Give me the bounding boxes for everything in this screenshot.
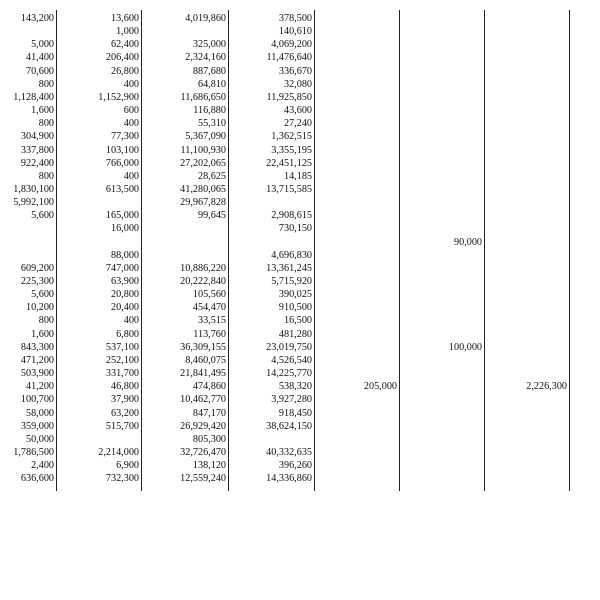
table-cell: 800	[38, 170, 54, 182]
table-cell: 918,450	[278, 407, 312, 419]
table-cell: 10,462,770	[180, 394, 226, 406]
table-cell: 14,185	[283, 170, 312, 182]
column-rule-5	[399, 10, 400, 491]
table-cell: 10,200	[25, 302, 54, 314]
table-cell: 8,460,075	[185, 354, 226, 366]
table-cell: 331,700	[105, 368, 139, 380]
table-cell: 38,624,150	[266, 420, 312, 432]
table-cell: 62,400	[110, 39, 139, 51]
table-cell: 29,967,828	[180, 197, 226, 209]
table-cell: 40,332,635	[266, 446, 312, 458]
column-rule-1	[56, 10, 57, 491]
table-cell: 2,324,160	[185, 52, 226, 64]
table-cell: 41,200	[25, 381, 54, 393]
table-cell: 325,000	[192, 39, 226, 51]
table-cell: 766,000	[105, 157, 139, 169]
table-cell: 11,925,850	[266, 91, 312, 103]
table-cell: 5,600	[31, 289, 54, 301]
table-cell: 474,860	[192, 381, 226, 393]
table-cell: 55,310	[197, 118, 226, 130]
table-cell: 3,927,280	[271, 394, 312, 406]
table-cell: 503,900	[20, 368, 54, 380]
table-cell: 4,696,830	[271, 249, 312, 261]
table-cell: 5,715,920	[271, 276, 312, 287]
table-cell: 400	[123, 78, 139, 90]
table-cell: 26,800	[110, 65, 139, 77]
table-cell: 378,500	[278, 13, 312, 24]
table-cell: 13,600	[110, 13, 139, 24]
table-cell: 100,700	[20, 394, 54, 406]
table-cell: 600	[123, 105, 139, 117]
table-cell: 103,100	[105, 144, 139, 156]
table-cell: 88,000	[110, 249, 139, 261]
table-cell: 336,670	[278, 65, 312, 77]
table-cell: 138,120	[192, 460, 226, 472]
table-cell: 63,200	[110, 407, 139, 419]
table-cell: 304,900	[20, 131, 54, 143]
table-cell: 14,225,770	[266, 368, 312, 380]
table-cell: 206,400	[105, 52, 139, 64]
table-cell: 800	[38, 118, 54, 130]
column-rule-7	[569, 10, 570, 491]
table-cell: 20,222,840	[180, 276, 226, 287]
table-cell: 337,800	[20, 144, 54, 156]
table-cell: 396,260	[278, 460, 312, 472]
table-cell: 538,320	[278, 381, 312, 393]
table-cell: 113,760	[193, 328, 226, 340]
table-cell: 205,000	[363, 381, 397, 393]
table-cell: 1,362,515	[271, 131, 312, 143]
table-cell: 14,336,860	[266, 473, 312, 485]
table-cell: 3,355,195	[271, 144, 312, 156]
table-cell: 390,025	[278, 289, 312, 301]
table-cell: 46,800	[110, 381, 139, 393]
table-cell: 2,226,300	[526, 381, 567, 393]
table-cell: 21,841,495	[180, 368, 226, 380]
column-rule-3	[228, 10, 229, 491]
table-cell: 58,000	[25, 407, 54, 419]
table-cell: 887,680	[192, 65, 226, 77]
table-cell: 16,000	[110, 223, 139, 235]
table-cell: 116,880	[193, 105, 226, 117]
table-cell: 63,900	[110, 276, 139, 287]
column-rule-2	[141, 10, 142, 491]
table-cell: 805,300	[192, 433, 226, 445]
table-cell: 2,908,615	[271, 210, 312, 222]
table-cell: 6,800	[116, 328, 139, 340]
table-cell: 64,810	[197, 78, 226, 90]
table-cell: 28,625	[197, 170, 226, 182]
table-cell: 13,361,245	[266, 262, 312, 274]
table-cell: 1,830,100	[13, 183, 54, 195]
table-cell: 800	[38, 315, 54, 327]
table-cell: 20,800	[110, 289, 139, 301]
table-cell: 27,240	[283, 118, 312, 130]
table-cell: 730,150	[278, 223, 312, 235]
column-rule-4	[314, 10, 315, 491]
table-cell: 537,100	[105, 341, 139, 353]
table-cell: 11,100,930	[180, 144, 226, 156]
table-cell: 2,214,000	[98, 446, 139, 458]
table-cell: 32,080	[283, 78, 312, 90]
table-cell: 613,500	[105, 183, 139, 195]
table-cell: 27,202,065	[180, 157, 226, 169]
table-cell: 1,152,900	[98, 91, 139, 103]
table-cell: 5,000	[31, 39, 54, 51]
table-cell: 23,019,750	[266, 341, 312, 353]
table-cell: 26,929,420	[180, 420, 226, 432]
table-cell: 1,000	[116, 26, 139, 38]
table-cell: 2,400	[31, 460, 54, 472]
table-cell: 800	[38, 78, 54, 90]
table-cell: 77,300	[110, 131, 139, 143]
table-cell: 4,019,860	[185, 13, 226, 24]
table-cell: 471,200	[20, 354, 54, 366]
table-cell: 10,886,220	[180, 262, 226, 274]
table-cell: 252,100	[105, 354, 139, 366]
table-cell: 33,515	[197, 315, 226, 327]
table-cell: 400	[123, 170, 139, 182]
table-cell: 16,500	[283, 315, 312, 327]
table-cell: 636,600	[20, 473, 54, 485]
table-cell: 400	[123, 118, 139, 130]
table-cell: 20,400	[110, 302, 139, 314]
table-cell: 5,600	[31, 210, 54, 222]
table-cell: 1,128,400	[13, 91, 54, 103]
table-cell: 165,000	[105, 210, 139, 222]
table-cell: 37,900	[110, 394, 139, 406]
table-cell: 4,526,540	[271, 354, 312, 366]
table-cell: 6,900	[116, 460, 139, 472]
table-cell: 454,470	[192, 302, 226, 314]
table-cell: 11,476,640	[266, 52, 312, 64]
table-cell: 843,300	[20, 341, 54, 353]
table-cell: 41,400	[25, 52, 54, 64]
table-cell: 847,170	[192, 407, 226, 419]
table-cell: 13,715,585	[266, 183, 312, 195]
table-cell: 1,786,500	[13, 446, 54, 458]
table-cell: 609,200	[20, 262, 54, 274]
table-cell: 41,280,065	[180, 183, 226, 195]
table-cell: 1,600	[31, 105, 54, 117]
table-cell: 515,700	[105, 420, 139, 432]
table-cell: 732,300	[105, 473, 139, 485]
table-cell: 359,000	[20, 420, 54, 432]
table-cell: 481,280	[278, 328, 312, 340]
table-cell: 747,000	[105, 262, 139, 274]
table-cell: 922,400	[20, 157, 54, 169]
table-cell: 1,600	[31, 328, 54, 340]
table-cell: 910,500	[278, 302, 312, 314]
table-cell: 5,367,090	[185, 131, 226, 143]
table-cell: 143,200	[20, 13, 54, 24]
table-cell: 400	[123, 315, 139, 327]
table-cell: 36,309,155	[180, 341, 226, 353]
table-cell: 22,451,125	[266, 157, 312, 169]
table-cell: 43,600	[283, 105, 312, 117]
column-rule-6	[484, 10, 485, 491]
table-cell: 140,610	[278, 26, 312, 38]
table-cell: 11,686,650	[180, 91, 226, 103]
table-cell: 12,559,240	[180, 473, 226, 485]
table-cell: 5,992,100	[13, 197, 54, 209]
table-cell: 32,726,470	[180, 446, 226, 458]
table-cell: 225,300	[20, 276, 54, 287]
table-cell: 100,000	[448, 341, 482, 353]
table-cell: 4,069,200	[271, 39, 312, 51]
table-cell: 90,000	[453, 236, 482, 248]
table-cell: 50,000	[25, 433, 54, 445]
table-cell: 70,600	[25, 65, 54, 77]
table-cell: 105,560	[192, 289, 226, 301]
table-cell: 99,645	[197, 210, 226, 222]
